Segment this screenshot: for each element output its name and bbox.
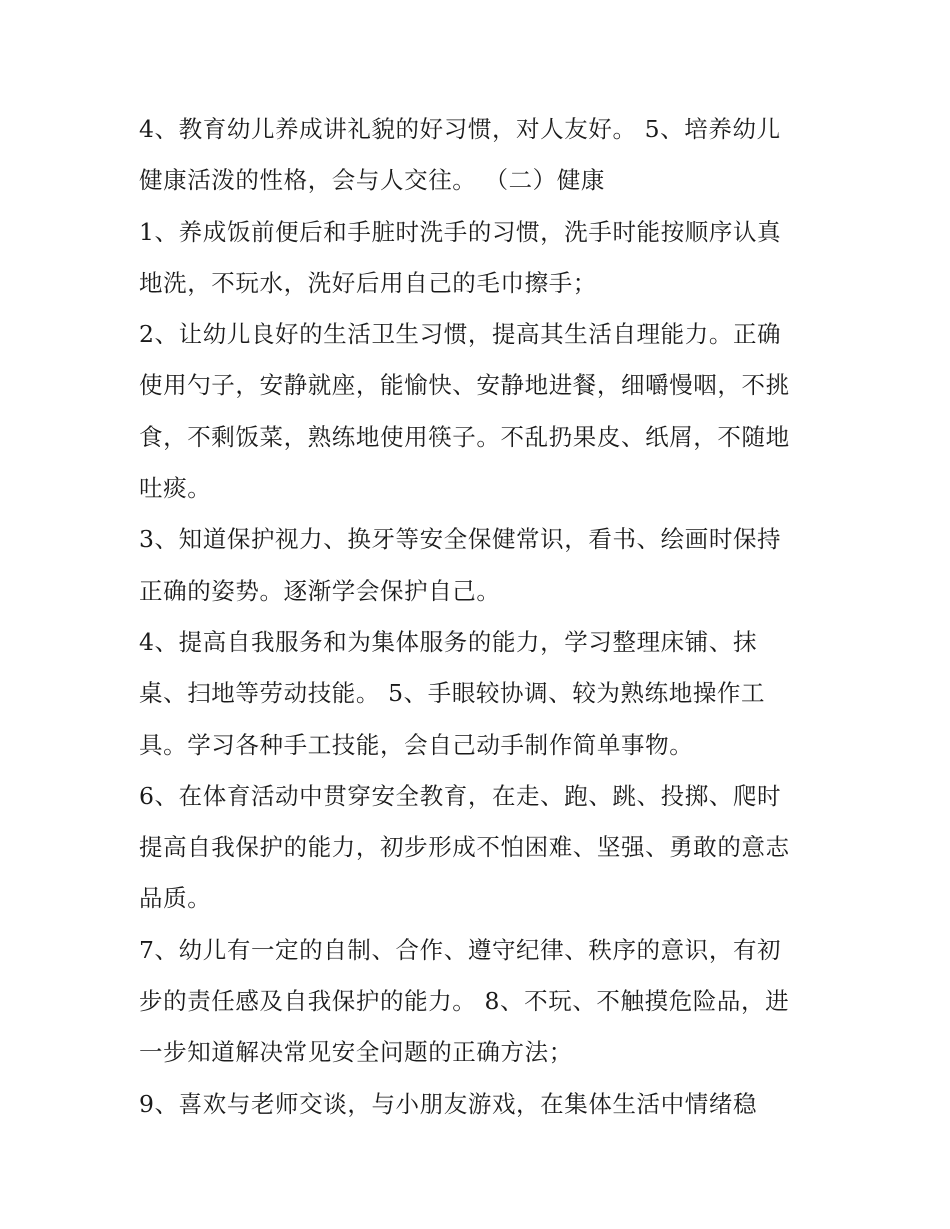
text-line: 正确的姿势。逐渐学会保护自己。 [139,576,501,605]
text-line: 4、提高自我服务和为集体服务的能力，学习整理床铺、抹 [139,627,758,656]
text-line: 健康活泼的性格，会与人交往。 （二）健康 [139,166,605,195]
text-line: 2、让幼儿良好的生活卫生习惯，提高其生活自理能力。正确 [139,320,782,349]
text-line: 食，不剩饭菜，熟练地使用筷子。不乱扔果皮、纸屑，不随地 [139,422,790,451]
text-line: 步的责任感及自我保护的能力。 8、不玩、不触摸危险品，进 [139,987,790,1016]
text-line: 9、喜欢与老师交谈，与小朋友游戏，在集体生活中情绪稳 [139,1089,758,1118]
document-body [139,104,819,1130]
text-line: 一步知道解决常见安全问题的正确方法； [139,1038,573,1067]
text-line: 1、养成饭前便后和手脏时洗手的习惯，洗手时能按顺序认真 [139,217,782,246]
text-line: 4、教育幼儿养成讲礼貌的好习惯，对人友好。 5、培养幼儿 [139,115,781,143]
text-line: 3、知道保护视力、换牙等安全保健常识，看书、绘画时保持 [139,525,782,554]
text-line: 吐痰。 [139,474,212,503]
text-line: 具。学习各种手工技能，会自己动手制作简单事物。 [139,730,694,759]
text-line: 品质。 [139,884,212,913]
text-line: 地洗，不玩水，洗好后用自己的毛巾擦手； [139,268,597,297]
text-line: 6、在体育活动中贯穿安全教育，在走、跑、跳、投掷、爬时 [139,781,782,810]
text-line: 提高自我保护的能力，初步形成不怕困难、坚强、勇敢的意志 [139,833,790,862]
text-line: 7、幼儿有一定的自制、合作、遵守纪律、秩序的意识，有初 [139,935,782,964]
text-line: 使用勺子，安静就座，能愉快、安静地进餐，细嚼慢咽，不挑 [139,371,790,400]
text-line: 桌、扫地等劳动技能。 5、手眼较协调、较为熟练地操作工 [139,679,766,708]
